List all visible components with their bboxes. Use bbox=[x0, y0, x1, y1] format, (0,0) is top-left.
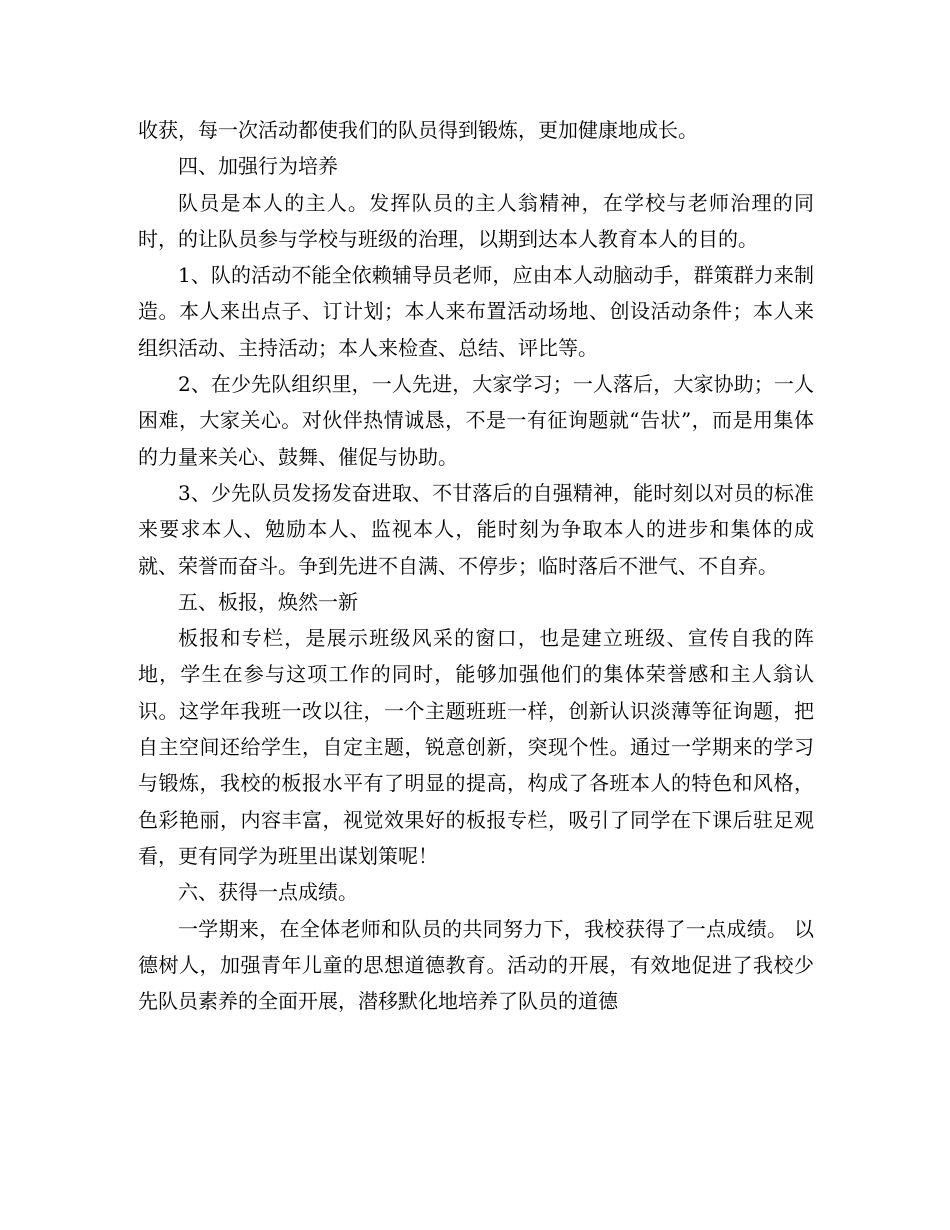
paragraph-item-3: 3、少先队员发扬发奋进取、不甘落后的自强精神，能时刻以对员的标准来要求本人、勉励本人、监视本人，能时刻为争取本人的进步和集体的成就、荣誉而奋斗。争到先进不自满、不停步；临时落后不泄气、不自弃。 bbox=[138, 480, 814, 578]
paragraph-body: 板报和专栏，是展示班级风采的窗口，也是建立班级、宣传自我的阵地，学生在参与这项工作的同时，能够加强他们的集体荣誉感和主人翁认识。这学年我班一改以往，一个主题班班一样，创新认识淡薄等征询题，把自主空间还给学生，自定主题，锐意创新，突现个性。通过一学期来的学习与锻炼，我校的板报水平有了明显的提高，构成了各班本人的特色和风格，色彩艳丽，内容丰富，视觉效果好的板报专栏，吸引了同学在下课后驻足观看，更有同学为班里出谋划策呢！ bbox=[138, 626, 814, 868]
paragraph-item-1: 1、队的活动不能全依赖辅导员老师，应由本人动脑动手，群策群力来制造。本人来出点子、订计划；本人来布置活动场地、创设活动条件；本人来组织活动、主持活动；本人来检查、总结、评比等。 bbox=[138, 263, 814, 360]
document-page bbox=[138, 112, 814, 1019]
section-heading-6: 六、获得一点成绩。 bbox=[178, 880, 358, 905]
paragraph-body: 一学期来，在全体老师和队员的共同努力下，我校获得了一点成绩。 以德树人，加强青年儿童的思想道德教育。活动的开展，有效地促进了我校少先队员素养的全面开展，潜移默化地培养了队员的道德 bbox=[138, 916, 814, 1014]
section-heading-5: 五、板报，焕然一新 bbox=[178, 589, 358, 614]
paragraph-continuation: 收获，每一次活动都使我们的队员得到锻炼，更加健康地成长。 bbox=[138, 118, 698, 142]
paragraph-item-2: 2、在少先队组织里，一人先进，大家学习；一人落后，大家协助；一人困难，大家关心。对伙伴热情诚恳，不是一有征询题就“告状”，而是用集体的力量来关心、鼓舞、催促与协助。 bbox=[138, 372, 814, 469]
paragraph-body: 队员是本人的主人。发挥队员的主人翁精神，在学校与老师治理的同时，的让队员参与学校与班级的治理，以期到达本人教育本人的目的。 bbox=[138, 190, 814, 251]
section-heading-4: 四、加强行为培养 bbox=[178, 154, 338, 179]
